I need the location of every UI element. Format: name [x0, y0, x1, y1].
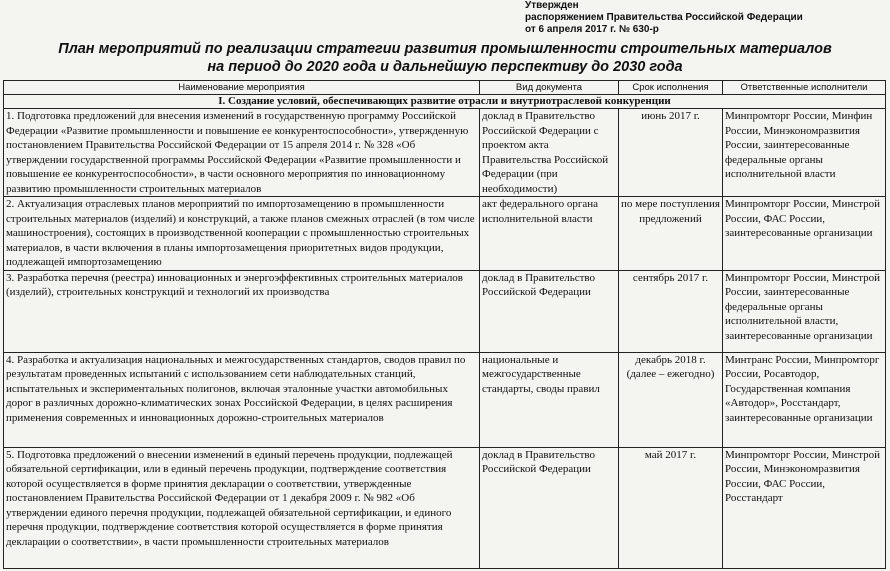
deadline: декабрь 2018 г. (далее – ежегодно)	[619, 352, 723, 447]
document-type: доклад в Правительство Российской Федерации с проектом акта Правительства Российской Федерации (при необходимости)	[480, 109, 619, 197]
table-row	[4, 270, 886, 352]
document-type: доклад в Правительство Российской Федерации	[480, 447, 619, 568]
header-document-type: Вид документа	[480, 81, 619, 95]
measure-name: 2. Актуализация отраслевых планов мероприятий по импортозамещению в промышленности строительных материалов (изделий) и конструкций, а также планов смежных отраслей (в том числе машиностроения), состоящих в производственной кооперации с промышленностью строительных материалов, в части включения в планы импортозамещения приоритетных видов продукции, подлежащей импортозамещению	[4, 197, 480, 271]
deadline: июнь 2017 г.	[619, 109, 723, 197]
table-header-row	[4, 81, 886, 95]
table-row	[4, 352, 886, 447]
document-type: национальные и межгосударственные стандарты, своды правил	[480, 352, 619, 447]
table-row	[4, 109, 886, 197]
table-row	[4, 447, 886, 568]
approval-stamp	[525, 0, 803, 36]
approval-line-1: Утвержден	[525, 0, 579, 11]
document-title	[0, 40, 890, 76]
measures-table	[3, 80, 886, 569]
executors: Минпромторг России, Минстрой России, ФАС России, заинтересованные организации	[723, 197, 886, 271]
measure-name: 1. Подготовка предложений для внесения изменений в государственную программу Российской Федерации «Развитие промышленности и повышение ее конкурентоспособности», утвержденную постановлением Правительства Российской Федерации от 15 апреля 2014 г. № 328 «Об утверждении государственной программы Российской Федерации «Развитие промышленности и повышение ее конкурентоспособности», в части основного мероприятия по инновационному развитию промышленности строительных материалов	[4, 109, 480, 197]
title-line-2: на период до 2020 года и дальнейшую перспективу до 2030 года	[207, 59, 683, 75]
approval-line-3: от 6 апреля 2017 г. № 630-р	[525, 24, 659, 35]
title-line-1: План мероприятий по реализации стратегии развития промышленности строительных материалов	[58, 41, 832, 57]
executors: Минпромторг России, Минстрой России, Минэкономразвития России, ФАС России, Росстандарт	[723, 447, 886, 568]
document-type: доклад в Правительство Российской Федерации	[480, 270, 619, 352]
deadline: по мере поступления предложений	[619, 197, 723, 271]
executors: Минпромторг России, Минстрой России, заинтересованные федеральные органы исполнительной власти, заинтересованные организации	[723, 270, 886, 352]
executors: Минпромторг России, Минфин России, Минэкономразвития России, заинтересованные федеральные органы исполнительной власти	[723, 109, 886, 197]
deadline: май 2017 г.	[619, 447, 723, 568]
deadline: сентябрь 2017 г.	[619, 270, 723, 352]
header-executors: Ответственные исполнители	[723, 81, 886, 95]
approval-line-2: распоряжением Правительства Российской Федерации	[525, 12, 803, 23]
document-type: акт федерального органа исполнительной власти	[480, 197, 619, 271]
measure-name: 5. Подготовка предложений о внесении изменений в единый перечень продукции, подлежащей обязательной сертификации, или в единый перечень продукции, подтверждение соответствия которой осуществляется в форме принятия декларации о соответствии, утвержденные постановлением Правительства Российской Федерации от 1 декабря 2009 г. № 982 «Об утверждении единого перечня продукции, подлежащей обязательной сертификации, и единого перечня продукции, подтверждение соответствия которой осуществляется в форме принятия декларации о соответствии», в части промышленности строительных материалов	[4, 447, 480, 568]
measure-name: 3. Разработка перечня (реестра) инновационных и энергоэффективных строительных материалов (изделий), строительных конструкций и технологий их производства	[4, 270, 480, 352]
section-title: I. Создание условий, обеспечивающих развитие отрасли и внутриотраслевой конкуренции	[4, 95, 886, 109]
executors: Минтранс России, Минпромторг России, Росавтодор, Государственная компания «Автодор», Росстандарт, заинтересованные организации	[723, 352, 886, 447]
measure-name: 4. Разработка и актуализация национальных и межгосударственных стандартов, сводов правил по результатам проведенных испытаний с использованием сети наблюдательных станций, испытательных и экспериментальных полигонов, включая эталонные участки автомобильных дорог в различных дорожно-климатических зонах Российской Федерации, в целях расширения применения современных и инновационных дорожно-строительных материалов	[4, 352, 480, 447]
header-deadline: Срок исполнения	[619, 81, 723, 95]
header-measure-name: Наименование мероприятия	[4, 81, 480, 95]
table-row	[4, 197, 886, 271]
section-row	[4, 95, 886, 109]
